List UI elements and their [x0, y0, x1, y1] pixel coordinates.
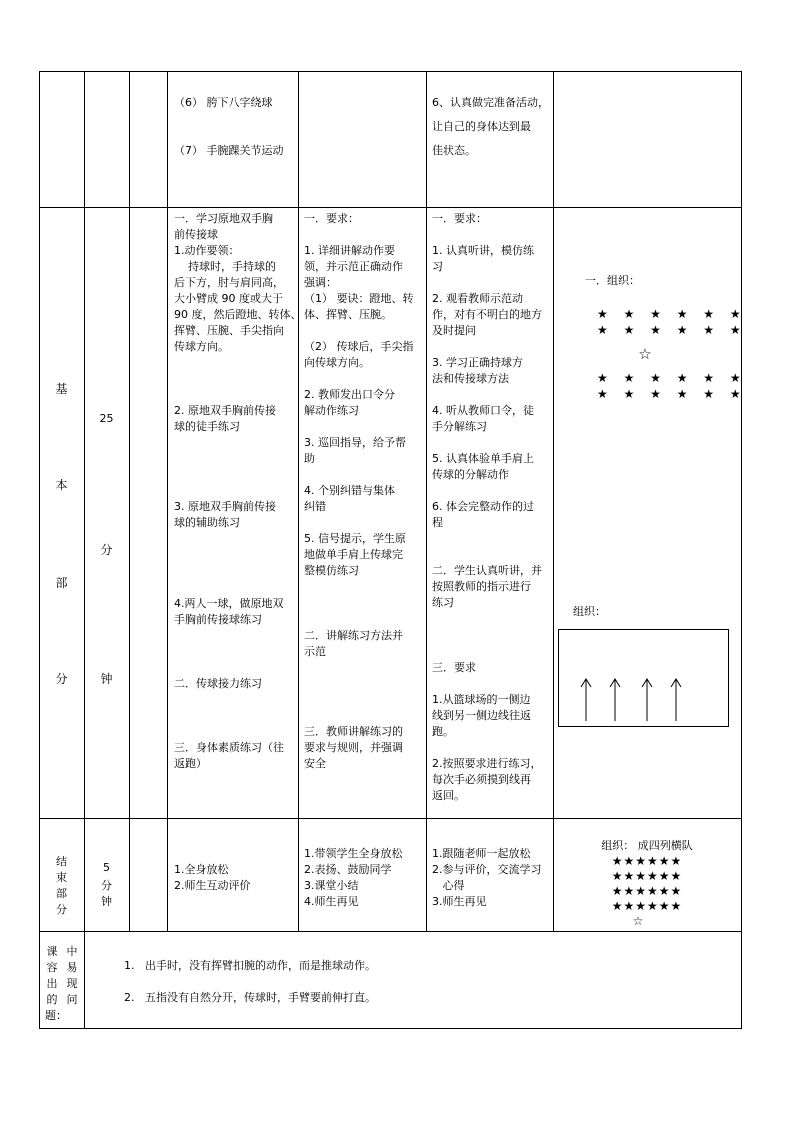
teacher-line: （1） 要诀：蹬地、转 [304, 292, 414, 305]
formation-star-row: ★ ★ ★ ★ ★ ★ [597, 371, 747, 385]
col-divider [553, 71, 554, 932]
teacher-line: 助 [304, 452, 315, 465]
content-line: 三．身体素质练习（往 [174, 741, 284, 754]
formation-star-row: ★★★★★★ [611, 869, 683, 883]
teacher-star-icon: ☆ [638, 345, 652, 363]
section-label-char: 部 [56, 887, 67, 900]
end-student-line: 心得 [432, 879, 465, 892]
problems-label-char: 出 [46, 977, 58, 990]
end-teacher-line: 1.带领学生全身放松 [304, 847, 403, 860]
col-divider [426, 71, 427, 932]
section-label-char: 部 [55, 576, 68, 590]
student-line: 及时提问 [432, 324, 476, 337]
teacher-star-icon: ☆ [632, 914, 644, 928]
formation-star-row: ★ ★ ★ ★ ★ ★ [597, 387, 747, 401]
content-line: 2. 原地双手胸前传接 [174, 404, 276, 417]
teacher-line: 5. 信号提示，学生原 [304, 532, 406, 545]
student-line: 每次手必须摸到线再 [432, 773, 531, 786]
content-line: 返跑） [174, 757, 207, 770]
teacher-line: 地做单手肩上传球完 [304, 548, 403, 561]
up-arrow-icon [671, 679, 681, 721]
section-label-char: 结 [56, 855, 67, 868]
problems-label-char: 的 [46, 993, 58, 1006]
problems-label-char: 课 [46, 945, 58, 958]
row-divider [39, 931, 741, 932]
time-value: 25 [99, 412, 114, 425]
student-line: 5. 认真体验单手肩上 [432, 452, 534, 465]
warmup-req-line: 佳状态。 [432, 144, 476, 157]
student-line: 1.从篮球场的一侧边 [432, 693, 531, 706]
section-label-char: 束 [56, 871, 67, 884]
student-line: 二．学生认真听讲，并 [432, 564, 542, 577]
col-divider [167, 71, 168, 932]
problems-label-char: 容 [46, 961, 58, 974]
table-border-bottom [39, 1028, 741, 1029]
warmup-req-line: 6、认真做完准备活动， [432, 96, 549, 109]
up-arrow-icon [642, 679, 652, 721]
problems-label-char: 中 [66, 945, 78, 958]
teacher-line: （2） 传球后，手尖指 [304, 340, 414, 353]
row-divider [39, 207, 741, 208]
run-arrows [558, 629, 729, 727]
teacher-line: 解动作练习 [304, 404, 359, 417]
content-line: 手胸前传接球练习 [174, 613, 262, 626]
student-line: 按照教师的指示进行 [432, 580, 531, 593]
table-border-right [741, 71, 742, 1029]
content-line: 球的徒手练习 [174, 420, 240, 433]
teacher-line: 三．教师讲解练习的 [304, 725, 403, 738]
content-line: 一．学习原地双手胸 [174, 212, 273, 225]
content-line: 传球方向。 [174, 340, 229, 353]
student-line: 作，对有不明白的地方 [432, 308, 542, 321]
student-line: 跑。 [432, 725, 454, 738]
end-content-line: 2.师生互动评价 [174, 879, 251, 892]
student-line: 法和传接球方法 [432, 372, 509, 385]
student-line: 2. 观看教师示范动 [432, 292, 523, 305]
student-line: 一．要求： [432, 212, 487, 225]
student-line: 练习 [432, 596, 454, 609]
formation-star-row: ★★★★★★ [611, 899, 683, 913]
student-line: 3. 学习正确持球方 [432, 356, 523, 369]
time-unit: 分 [101, 879, 112, 892]
end-teacher-line: 3.课堂小结 [304, 879, 359, 892]
warmup-req-line: 让自己的身体达到最 [432, 120, 531, 133]
section-label-char: 本 [55, 478, 68, 492]
content-line: 后下方，肘与肩同高， [174, 276, 284, 289]
teacher-line: 领，并示范正确动作 [304, 260, 403, 273]
teacher-line: 3. 巡回指导，给予帮 [304, 436, 406, 449]
student-line: 4. 听从教师口令，徒 [432, 404, 534, 417]
teacher-line: 要求与规则，并强调 [304, 741, 403, 754]
warmup-item-7: （7） 手腕踝关节运动 [174, 144, 284, 157]
teacher-line: 体、挥臂、压腕。 [304, 308, 392, 321]
table-border-top [39, 71, 741, 72]
col-divider [298, 71, 299, 932]
teacher-line: 1. 详细讲解动作要 [304, 244, 395, 257]
teacher-line: 纠错 [304, 500, 326, 513]
row-divider [39, 818, 741, 819]
student-line: 2.按照要求进行练习， [432, 757, 542, 770]
content-line: 前传接球 [174, 228, 218, 241]
teacher-line: 向传球方向。 [304, 356, 370, 369]
student-line: 三．要求 [432, 661, 476, 674]
problems-label-char: 易 [66, 961, 78, 974]
teacher-line: 安全 [304, 757, 326, 770]
end-teacher-line: 2.表扬、鼓励同学 [304, 863, 392, 876]
end-content-line: 1.全身放松 [174, 863, 229, 876]
teacher-line: 示范 [304, 645, 326, 658]
formation-star-row: ★ ★ ★ ★ ★ ★ [597, 307, 747, 321]
content-line: 持球时，手持球的 [174, 260, 276, 273]
time-value: 5 [103, 861, 110, 874]
section-label-char: 分 [56, 903, 67, 916]
content-line: 90 度，然后蹬地、转体、 [174, 308, 302, 321]
content-line: 大小臂成 90 度或大于 [174, 292, 283, 305]
student-line: 1. 认真听讲，模仿练 [432, 244, 534, 257]
end-student-line: 1.跟随老师一起放松 [432, 847, 531, 860]
end-student-line: 2.参与评价，交流学习 [432, 863, 542, 876]
problem-item: 1. 出手时，没有挥臂扣腕的动作，而是推球动作。 [124, 959, 376, 972]
student-line: 手分解练习 [432, 420, 487, 433]
formation-star-row: ★★★★★★ [611, 884, 683, 898]
teacher-line: 强调： [304, 276, 337, 289]
content-line: 挥臂、压腕、手尖指向 [174, 324, 284, 337]
problem-item: 2. 五指没有自然分开，传球时，手臂要前伸打直。 [124, 991, 376, 1004]
teacher-line: 2. 教师发出口令分 [304, 388, 395, 401]
up-arrow-icon [610, 679, 620, 721]
org-label: 组织： [573, 605, 606, 618]
student-line: 习 [432, 260, 443, 273]
end-org-label: 组织： 成四列横队 [601, 839, 693, 852]
content-line: 4.两人一球，做原地双 [174, 597, 284, 610]
content-line: 球的辅助练习 [174, 516, 240, 529]
col-divider [129, 71, 130, 932]
problems-label-char: 问 [66, 993, 78, 1006]
student-line: 线到另一侧边线往返 [432, 709, 531, 722]
teacher-line: 4. 个别纠错与集体 [304, 484, 395, 497]
formation-star-row: ★ ★ ★ ★ ★ ★ [597, 323, 747, 337]
time-unit: 钟 [100, 672, 113, 686]
org-label: 一．组织： [585, 274, 640, 287]
teacher-line: 整模仿练习 [304, 564, 359, 577]
content-line: 1.动作要领： [174, 244, 240, 257]
section-label-char: 基 [55, 382, 68, 396]
content-line: 3. 原地双手胸前传接 [174, 500, 276, 513]
time-unit: 钟 [101, 895, 112, 908]
student-line: 返回。 [432, 789, 465, 802]
content-line: 二．传球接力练习 [174, 677, 262, 690]
end-teacher-line: 4.师生再见 [304, 895, 359, 908]
up-arrow-icon [581, 679, 591, 721]
section-label-char: 分 [55, 672, 68, 686]
student-line: 程 [432, 516, 443, 529]
end-student-line: 3.师生再见 [432, 895, 487, 908]
warmup-item-6: （6） 胯下八字绕球 [174, 96, 273, 109]
student-line: 传球的分解动作 [432, 468, 509, 481]
student-line: 6. 体会完整动作的过 [432, 500, 534, 513]
problems-label-char: 题： [45, 1009, 67, 1022]
teacher-line: 一．要求： [304, 212, 359, 225]
formation-star-row: ★★★★★★ [611, 854, 683, 868]
teacher-line: 二．讲解练习方法并 [304, 629, 403, 642]
problems-label-char: 现 [66, 977, 78, 990]
time-unit: 分 [100, 543, 113, 557]
